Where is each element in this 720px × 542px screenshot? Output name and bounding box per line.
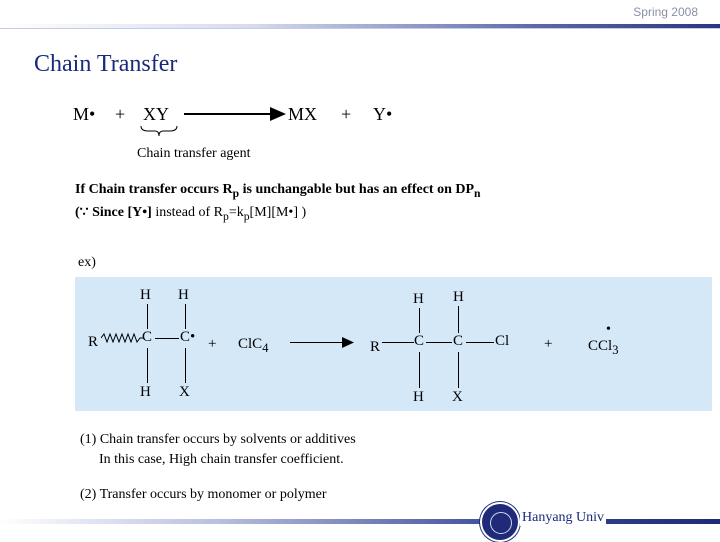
right-x-bottom: X [452,389,463,405]
left-h-top-1: H [140,287,151,303]
right-r-group: R [370,339,381,355]
left-bond-down-1 [147,348,148,383]
left-x-bottom: X [179,384,190,400]
plus-sign: + [115,104,126,124]
header-rule-thin [0,28,720,29]
footer-rule [0,519,720,524]
arrow-head-icon [270,107,286,121]
example-plus-2: + [544,336,553,352]
rate-note: If Chain transfer occurs $R_p$ is unchangable but has an effect on $DP_n$ [75,182,481,200]
right-rc-bond [382,342,414,343]
right-bond-up-1 [419,308,420,333]
reactant-xy: XY [143,104,169,124]
radical-dot: • [606,322,611,337]
left-bond-up-1 [147,304,148,329]
right-h-top-2: H [453,289,464,305]
left-carbon-1: C [142,329,153,345]
since-note: (∵ Since [Y•] instead of $R_p=k_p[M][M•]$ ) [75,205,307,223]
right-bond-down-1 [419,352,420,388]
slide-title: Chain Transfer [34,51,178,77]
right-ccl-bond [466,342,494,343]
university-seal-icon [480,502,520,542]
right-bond-down-2 [458,352,459,388]
monomer-note: (2) Transfer occurs by monomer or polymer [80,487,327,502]
chain-transfer-agent-label: Chain transfer agent [137,146,251,161]
wavy-bond-icon [101,333,143,343]
right-cc-bond [426,342,452,343]
right-carbon-2: C [453,333,464,349]
semester-label: Spring 2008 [633,5,698,19]
example-plus-1: + [208,336,217,352]
solvent-note: (1) Chain transfer occurs by solvents or additives In this case, High chain transfer coefficient. [80,432,356,467]
product-y-radical: Y• [373,104,393,124]
example-arrow-head-icon [342,337,354,348]
example-label: ex) [78,255,96,270]
reagent-clc4: ClC$_4$ [238,336,269,355]
right-bond-up-2 [458,306,459,333]
left-bond-up-2 [185,304,186,329]
reactant-m-radical: M• [73,104,96,124]
left-carbon-radical: C• [180,329,196,345]
right-carbon-1: C [414,333,425,349]
reaction-arrow [184,113,280,115]
right-h-top-1: H [413,291,424,307]
product-mx: MX [288,104,318,124]
underbrace-icon [140,125,178,137]
left-h-bottom: H [140,384,151,400]
left-cc-bond [155,338,179,339]
left-bond-down-2 [185,348,186,383]
left-r-group: R [88,334,99,350]
left-h-top-2: H [178,287,189,303]
example-arrow-shaft [290,342,346,343]
plus-sign-2: + [341,104,352,124]
radical-ccl3: CCl$_3$ [588,338,619,357]
right-chlorine: Cl [495,333,510,349]
university-name: Hanyang Univ [522,510,605,525]
right-h-bottom: H [413,389,424,405]
